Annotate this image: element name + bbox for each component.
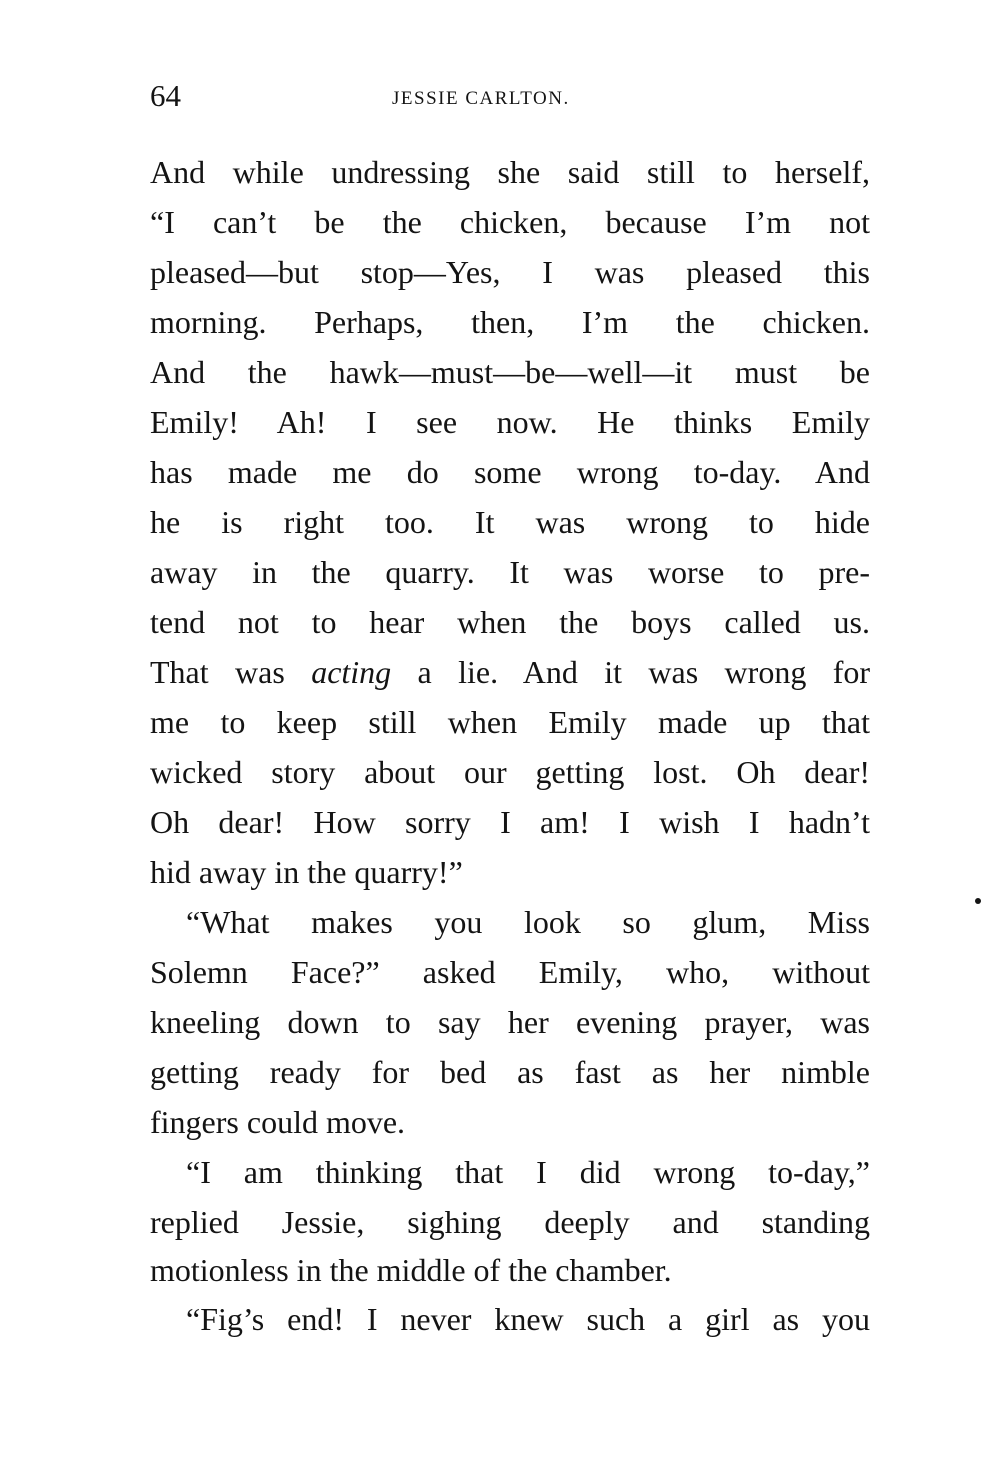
text-line: pleased—but stop—Yes, I was pleased this — [150, 254, 870, 290]
text-line: morning. Perhaps, then, I’m the chicken. — [150, 304, 870, 340]
paragraph-end-line: motionless in the middle of the chamber. — [150, 1252, 672, 1288]
text-line: wicked story about our getting lost. Oh dear! — [150, 754, 870, 790]
paragraph-start-line: “Fig’s end! I never knew such a girl as you — [186, 1301, 870, 1337]
text-line: has made me do some wrong to-day. And — [150, 454, 870, 490]
text-line: replied Jessie, sighing deeply and standing — [150, 1204, 870, 1240]
text-line: And the hawk—must—be—well—it must be — [150, 354, 870, 390]
running-head: JESSIE CARLTON. — [392, 88, 570, 109]
text-line: me to keep still when Emily made up that — [150, 704, 870, 740]
text-line: getting ready for bed as fast as her nimble — [150, 1054, 870, 1090]
text-line: kneeling down to say her evening prayer, was — [150, 1004, 870, 1040]
paragraph-end-line: hid away in the quarry!” — [150, 854, 463, 890]
text-line — [150, 647, 870, 697]
text-line: Emily! Ah! I see now. He thinks Emily — [150, 404, 870, 440]
paragraph-start-line: “What makes you look so glum, Miss — [186, 904, 870, 940]
text-line: “I can’t be the chicken, because I’m not — [150, 204, 870, 240]
page-number: 64 — [150, 78, 181, 113]
emphasized-word: acting — [311, 654, 392, 690]
paragraph-start-line: “I am thinking that I did wrong to-day,” — [186, 1154, 870, 1190]
page-header — [150, 78, 870, 118]
text-line: away in the quarry. It was worse to pre- — [150, 554, 870, 590]
paragraph-end-line: fingers could move. — [150, 1104, 406, 1140]
text-line: tend not to hear when the boys called us. — [150, 604, 870, 640]
text-segment: That was — [150, 654, 312, 690]
text-line: And while undressing she said still to herself, — [150, 154, 870, 190]
text-line: Oh dear! How sorry I am! I wish I hadn’t — [150, 804, 870, 840]
text-segment: a lie. And it was wrong for — [391, 654, 871, 690]
text-line: he is right too. It was wrong to hide — [150, 504, 870, 540]
text-line: Solemn Face?” asked Emily, who, without — [150, 954, 870, 990]
body-text — [150, 147, 870, 1344]
ink-speck-mark — [975, 898, 981, 904]
